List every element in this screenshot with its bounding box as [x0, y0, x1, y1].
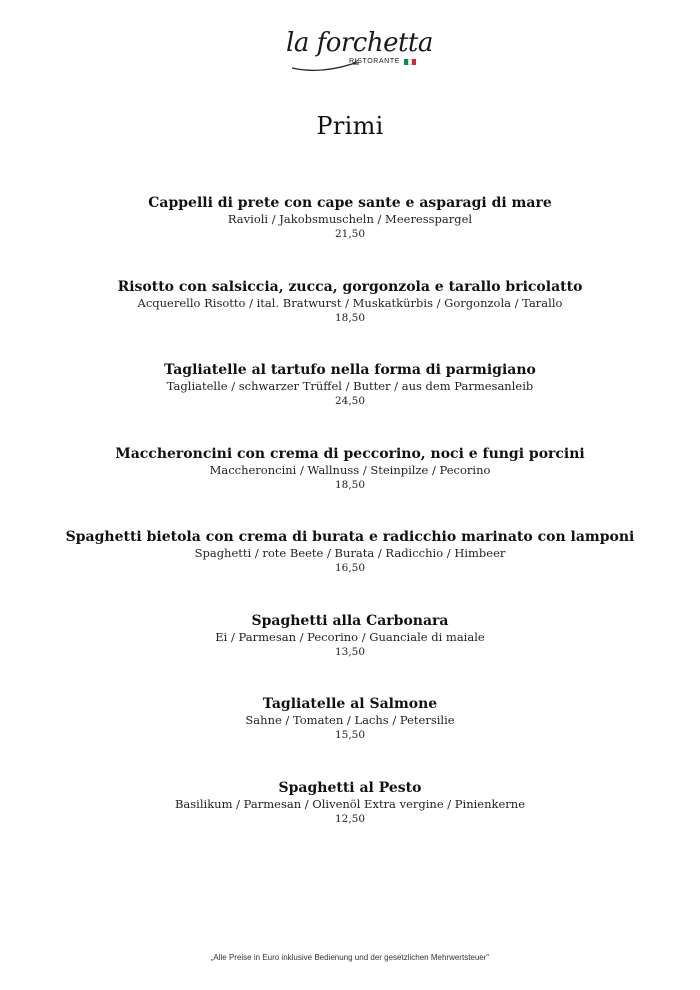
dish-description: Spaghetti / rote Beete / Burata / Radicchio / Himbeer [194, 546, 506, 560]
dish-price: 16,50 [334, 562, 366, 574]
menu-item [0, 528, 700, 612]
menu-item [0, 779, 700, 863]
logo-text: la forchetta [286, 28, 433, 58]
dish-price: 21,50 [334, 228, 366, 240]
dish-name: Spaghetti bietola con crema di burata e radicchio marinato con lamponi [65, 529, 635, 545]
dish-price: 24,50 [334, 395, 366, 407]
dish-price: 13,50 [334, 645, 366, 658]
dish-name: Cappelli di prete con cape sante e asparagi di mare [148, 195, 552, 211]
restaurant-logo [286, 26, 433, 78]
dish-name: Tagliatelle al tartufo nella forma di parmigiano [164, 362, 536, 378]
logo-subtitle-text: RISTORANTE [349, 58, 400, 65]
dish-price: 18,50 [334, 311, 366, 324]
dish-name: Risotto con salsiccia, zucca, gorgonzola e tarallo bricolatto [117, 278, 583, 295]
menu-item [0, 361, 700, 445]
dish-description: Maccheroncini / Wallnuss / Steinpilze / Pecorino [209, 462, 491, 477]
italian-flag-icon [404, 59, 416, 65]
page-title: Primi [316, 112, 384, 141]
flag-stripe-red [412, 59, 416, 65]
dish-price: 15,50 [334, 729, 366, 741]
dish-description: Acquerello Risotto / ital. Bratwurst / Muskatkürbis / Gorgonzola / Tarallo [137, 295, 563, 310]
dish-name: Tagliatelle al Salmone [262, 696, 438, 712]
menu-list [0, 194, 700, 862]
menu-item [0, 278, 700, 362]
dish-name: Maccheroncini con crema di peccorino, noci e fungi porcini [115, 445, 585, 462]
menu-item [0, 194, 700, 278]
dish-price: 18,50 [334, 478, 366, 491]
menu-item [0, 695, 700, 779]
dish-description: Sahne / Tomaten / Lachs / Petersilie [245, 713, 455, 727]
dish-description: Ravioli / Jakobsmuscheln / Meeresspargel [227, 212, 473, 226]
price-footnote: „Alle Preise in Euro inklusive Bedienung und der gesetzlichen Mehrwertsteuer" [210, 953, 490, 962]
dish-price: 12,50 [334, 812, 366, 825]
menu-item [0, 612, 700, 696]
dish-name: Spaghetti al Pesto [278, 779, 422, 796]
menu-item [0, 445, 700, 529]
dish-name: Spaghetti alla Carbonara [251, 612, 449, 629]
dish-description: Basilikum / Parmesan / Olivenöl Extra vergine / Pinienkerne [174, 796, 526, 811]
logo-subtitle [349, 58, 416, 65]
dish-description: Ei / Parmesan / Pecorino / Guanciale di maiale [215, 629, 485, 644]
dish-description: Tagliatelle / schwarzer Trüffel / Butter / aus dem Parmesanleib [166, 379, 534, 393]
